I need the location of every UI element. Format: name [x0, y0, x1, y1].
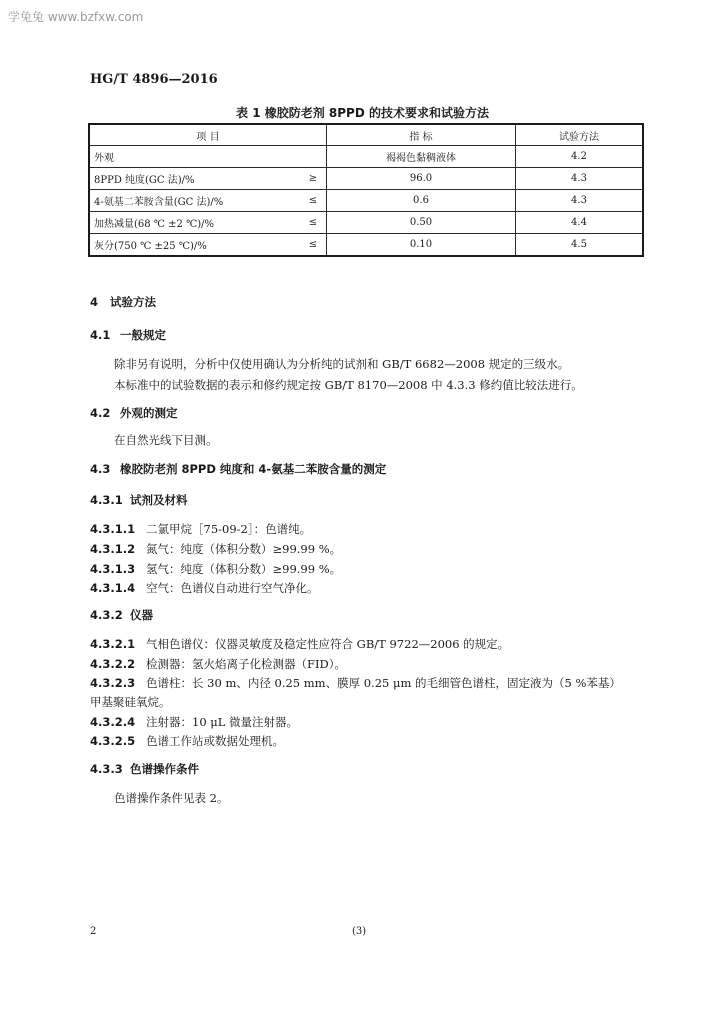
- row-item: 4-氨基二苯胺含量(GC 法)/%: [89, 190, 300, 212]
- section-number: 4.3.2: [90, 608, 123, 622]
- row-op: ≥: [300, 168, 327, 190]
- paragraph: 除非另有说明，分析中仅使用确认为分析纯的试剂和 GB/T 6682—2008 规定的三级水。: [114, 357, 570, 371]
- watermark: 学兔兔 www.bzfxw.com: [8, 10, 144, 24]
- section-title: 一般规定: [120, 328, 166, 342]
- section-title: 试剂及材料: [130, 493, 188, 507]
- section-number: 4.1: [90, 328, 111, 342]
- sheet-number: (3): [352, 926, 367, 937]
- section-4-3-2-heading: [90, 607, 153, 623]
- paragraph: 本标准中的试验数据的表示和修约规定按 GB/T 8170—2008 中 4.3.3 修约值比较法进行。: [114, 378, 583, 392]
- section-number: 4.3.1: [90, 493, 123, 507]
- clause-continuation: 甲基聚硅氧烷。: [90, 695, 171, 709]
- section-number: 4: [90, 295, 99, 309]
- clause-4-3-1-1: [90, 521, 311, 537]
- header-item: 项 目: [89, 124, 327, 146]
- clause-number: 4.3.1.1: [90, 522, 136, 536]
- row-value: 0.50: [327, 212, 516, 234]
- clause-text: 二氯甲烷［75-09-2］：色谱纯。: [146, 522, 312, 536]
- row-op: ≤: [300, 234, 327, 257]
- section-title: 外观的测定: [120, 406, 178, 420]
- page-number: 2: [90, 926, 97, 937]
- row-op: [300, 146, 327, 168]
- clause-4-3-1-3: [90, 561, 341, 577]
- clause-4-3-2-1: [90, 636, 509, 652]
- row-method: 4.3: [516, 168, 644, 190]
- clause-number: 4.3.2.4: [90, 715, 136, 729]
- clause-4-3-2-2: [90, 656, 346, 672]
- clause-4-3-1-4: [90, 580, 319, 596]
- paragraph: 色谱操作条件见表 2。: [114, 791, 229, 805]
- spec-table: [88, 123, 644, 257]
- clause-text: 空气：色谱仪自动进行空气净化。: [146, 581, 319, 595]
- table-row: [89, 190, 643, 212]
- clause-number: 4.3.1.3: [90, 562, 136, 576]
- row-method: 4.4: [516, 212, 644, 234]
- row-value: 褐褐色黏稠液体: [327, 146, 516, 168]
- clause-number: 4.3.1.2: [90, 542, 136, 556]
- clause-text: 色谱工作站或数据处理机。: [146, 734, 284, 748]
- row-item: 灰分(750 ℃ ±25 ℃)/%: [89, 234, 300, 257]
- clause-number: 4.3.2.1: [90, 637, 136, 651]
- header-method: 试验方法: [516, 124, 644, 146]
- table-row: [89, 168, 643, 190]
- row-item: 加热减量(68 ℃ ±2 ℃)/%: [89, 212, 300, 234]
- clause-text: 气相色谱仪：仪器灵敏度及稳定性应符合 GB/T 9722—2006 的规定。: [146, 637, 510, 651]
- section-4-1-heading: [90, 327, 166, 343]
- row-method: 4.5: [516, 234, 644, 257]
- clause-number: 4.3.2.3: [90, 676, 136, 690]
- row-value: 0.6: [327, 190, 516, 212]
- clause-4-3-1-2: [90, 541, 341, 557]
- standard-code: HG/T 4896—2016: [90, 72, 218, 87]
- section-number: 4.3: [90, 462, 111, 476]
- section-4-3-heading: [90, 461, 386, 477]
- table-header-row: [89, 124, 643, 146]
- table-caption: 表 1 橡胶防老剂 8PPD 的技术要求和试验方法: [236, 106, 489, 120]
- clause-text: 检测器：氢火焰离子化检测器（FID）。: [146, 657, 346, 671]
- table-row: [89, 234, 643, 257]
- table-row: [89, 212, 643, 234]
- row-method: 4.3: [516, 190, 644, 212]
- row-op: ≤: [300, 212, 327, 234]
- section-4-2-heading: [90, 405, 178, 421]
- row-item: 8PPD 纯度(GC 法)/%: [89, 168, 300, 190]
- clause-4-3-2-5: [90, 733, 284, 749]
- paragraph: 在自然光线下目测。: [114, 433, 218, 447]
- clause-text: 注射器：10 μL 微量注射器。: [146, 715, 299, 729]
- section-title: 色谱操作条件: [130, 762, 199, 776]
- section-title: 仪器: [130, 608, 153, 622]
- section-4-3-1-heading: [90, 492, 188, 508]
- row-value: 96.0: [327, 168, 516, 190]
- clause-number: 4.3.2.5: [90, 734, 136, 748]
- row-method: 4.2: [516, 146, 644, 168]
- section-number: 4.3.3: [90, 762, 123, 776]
- clause-number: 4.3.2.2: [90, 657, 136, 671]
- row-value: 0.10: [327, 234, 516, 257]
- clause-text: 色谱柱：长 30 m、内径 0.25 mm、膜厚 0.25 μm 的毛细管色谱柱，固定液为（5 %苯基）: [146, 676, 621, 690]
- clause-4-3-2-4: [90, 714, 298, 730]
- table-row: [89, 146, 643, 168]
- section-title: 橡胶防老剂 8PPD 纯度和 4-氨基二苯胺含量的测定: [120, 462, 387, 476]
- section-4-3-3-heading: [90, 761, 199, 777]
- row-item: 外观: [89, 146, 300, 168]
- section-4-heading: [90, 294, 156, 310]
- clause-4-3-2-3: [90, 675, 621, 691]
- section-number: 4.2: [90, 406, 111, 420]
- row-op: ≤: [300, 190, 327, 212]
- clause-number: 4.3.1.4: [90, 581, 136, 595]
- clause-text: 氮气：纯度（体积分数）≥99.99 %。: [146, 542, 342, 556]
- header-indicator: 指 标: [327, 124, 516, 146]
- clause-text: 氢气：纯度（体积分数）≥99.99 %。: [146, 562, 342, 576]
- section-title: 试验方法: [110, 295, 156, 309]
